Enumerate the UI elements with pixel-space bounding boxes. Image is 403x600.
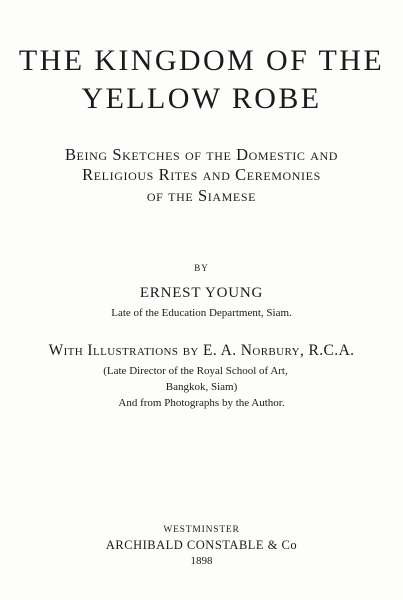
publication-year: 1898 (190, 555, 213, 567)
subtitle-line-1: Being Sketches of the Domestic and (64, 145, 339, 164)
publisher-name: ARCHIBALD CONSTABLE & Co (105, 538, 298, 552)
illustrator-credit: With Illustrations by E. A. Norbury, R.C.A. (48, 342, 355, 359)
author-affiliation: Late of the Education Department, Siam. (111, 307, 292, 319)
by-label: BY (194, 263, 209, 273)
book-title-line-2: YELLOW ROBE (81, 82, 322, 115)
illustrator-note-2: Bangkok, Siam) (165, 381, 238, 393)
subtitle-line-2: Religious Rites and Ceremonies (82, 165, 321, 184)
subtitle-line-3: of the Siamese (146, 186, 257, 205)
photographs-credit: And from Photographs by the Author. (118, 397, 285, 409)
illustrator-note-1: (Late Director of the Royal School of Art, (103, 365, 288, 377)
author-name: ERNEST YOUNG (139, 285, 264, 301)
book-title-line-1: THE KINGDOM OF THE (18, 44, 385, 77)
publication-place: WESTMINSTER (163, 525, 240, 535)
